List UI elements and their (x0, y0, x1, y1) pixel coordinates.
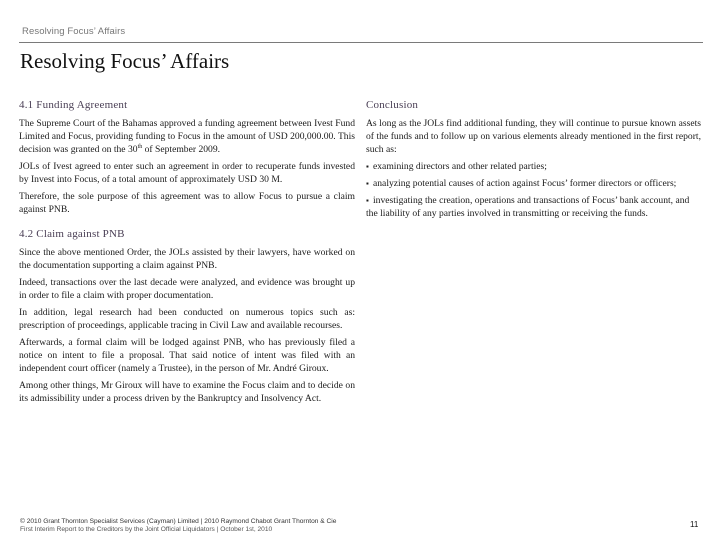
footer-report-title: First Interim Report to the Creditors by the Joint Official Liquidators | October 1st, 2010 (20, 526, 273, 533)
bullet-icon: ▪ (366, 196, 369, 205)
section-heading-claim-against-pnb: 4.2 Claim against PNB (19, 228, 125, 240)
bullet-item: ▪ analyzing potential causes of action against Focus’ former directors or officers; (366, 178, 677, 189)
paragraph: Afterwards, a formal claim will be lodged against PNB, who has previously filed a notice on intent to file a proposal. That said notice of intent was filed with an independent court officer (namely a Trustee), in the person of Mr. André Giroux. (19, 337, 355, 374)
paragraph: The Supreme Court of the Bahamas approved a funding agreement between Ivest Fund Limited and Focus, providing funding to Focus in the amount of USD 200,000.00. This decision was granted on the 30th of September 2009. (19, 118, 355, 155)
paragraph: In addition, legal research had been conducted on numerous topics such as: prescription of proceedings, applicable tracing in Civil Law and available recourses. (19, 307, 355, 331)
paragraph: JOLs of Ivest agreed to enter such an agreement in order to recuperate funds invested by Invest into Focus, of a total amount of approximately USD 30 M. (19, 161, 355, 185)
header-divider (19, 42, 703, 43)
paragraph: Therefore, the sole purpose of this agreement was to allow Focus to pursue a claim against PNB. (19, 191, 355, 215)
section-conclusion (366, 99, 701, 224)
paragraph: Since the above mentioned Order, the JOLs assisted by their lawyers, have worked on the documentation supporting a claim against PNB. (19, 247, 355, 271)
bullet-item: ▪ investigating the creation, operations and transactions of Focus’ bank account, and the liability of any parties involved in transmitting or receiving the funds. (366, 195, 690, 219)
footer-copyright: © 2010 Grant Thornton Specialist Services (Cayman) Limited | 2010 Raymond Chabot Grant Thornton & Cie (20, 518, 337, 525)
paragraph: As long as the JOLs find additional funding, they will continue to pursue known assets of the funds and to follow up on various elements already mentioned in the first report, such as: (366, 118, 701, 155)
section-claim-against-pnb (19, 228, 355, 409)
bullet-icon: ▪ (366, 162, 369, 171)
section-heading-funding-agreement: 4.1 Funding Agreement (19, 99, 128, 111)
footer (20, 518, 360, 534)
section-heading-conclusion: Conclusion (366, 99, 419, 111)
paragraph: Indeed, transactions over the last decade were analyzed, and evidence was brought up in order to file a claim with proper documentation. (19, 277, 355, 301)
section-funding-agreement (19, 99, 355, 220)
bullet-item: ▪ examining directors and other related parties; (366, 161, 547, 172)
running-title: Resolving Focus’ Affairs (22, 26, 126, 37)
paragraph: Among other things, Mr Giroux will have to examine the Focus claim and to decide on its admissibility under a process driven by the Bankruptcy and Insolvency Act. (19, 380, 355, 404)
bullet-icon: ▪ (366, 179, 369, 188)
page-number: 11 (690, 520, 699, 529)
page-title: Resolving Focus’ Affairs (20, 49, 230, 73)
